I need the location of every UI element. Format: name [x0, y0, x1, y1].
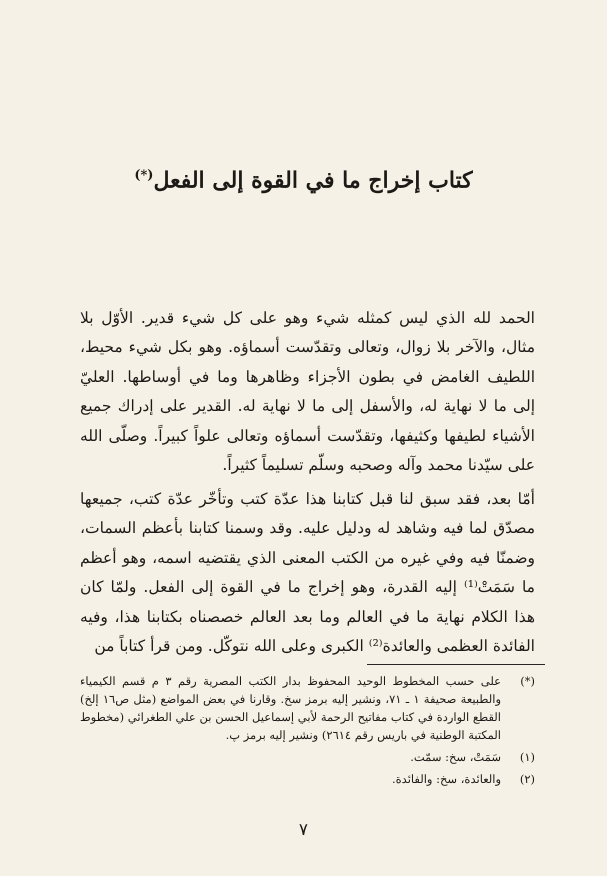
- footnote-text: والعائدة، سخ: والفائدة.: [391, 772, 501, 786]
- chapter-title-text: كتاب إخراج ما في القوة إلى الفعل: [153, 167, 473, 194]
- footnote-mark: (١): [519, 750, 535, 764]
- chapter-title: [60, 158, 547, 198]
- footnote-mark: (*): [520, 674, 535, 688]
- chapter-title-footnote-marker: (*): [134, 168, 154, 183]
- footnote-item: [80, 770, 535, 788]
- paragraph-opening: الحمد لله الذي ليس كمثله شيء وهو على كل شيء قدير. الأوّل بلا مثال، والآخر بلا زوال، وتعالى وتقدّست أسماؤه. وهو بكل شيء محيط، اللطيف الغامض في بطون الأجزاء وظاهرها وما في أوساطها. العليّ إلى ما لا نهاية له، والأسفل إلى ما لا نهاية له. القدير على إدراك جميع الأشياء لطيفها وكثيفها، وتقدّست أسماؤه وتعالى علواً كبيراً. وصلّى الله على سيّدنا محمد وآله وصحبه وسلّم تسليماً كثيراً.: [80, 308, 535, 474]
- footnote-item: [80, 748, 535, 766]
- footnotes: [80, 672, 535, 792]
- page-number: ٧: [298, 820, 309, 840]
- footnote-mark: (٢): [519, 772, 535, 786]
- paragraph-second: أمّا بعد، فقد سبق لنا قبل كتابنا هذا عدّة كتب وتأخّر عدّة كتب، جميعها مصدّق لما فيه وشاهد له ودليل عليه. وقد وسمنا كتابنا بأعظم السمات، وضمنّا فيه وفي غيره من الكتب المعنى الذي يقتضيه اسمه، وهو أعظم ما سَمَتْ⁽¹⁾ إليه القدرة، وهو إخراج ما في القوة إلى الفعل. ولمّا كان هذا الكلام نهاية ما في العالم وما بعد العالم خصصناه بكتابنا هذا، وفيه الفائدة العظمى والعائدة⁽²⁾ الكبرى وعلى الله نتوكّل. ومن قرأ كتاباً من: [80, 489, 535, 655]
- footnote-separator: [367, 664, 545, 665]
- footnote-item: [80, 672, 535, 744]
- footnote-text: سَمَتْ، سخ: سمّت.: [410, 750, 501, 764]
- footnote-text: على حسب المخطوط الوحيد المحفوظ بدار الكتب المصرية رقم ٣ م قسم الكيمياء والطبيعة صحيفة ١ ـ ٧١، ونشير إليه برمز سخ. وقارنا في بعض المواضع (مثل ص١٦ إلخ) القطع الواردة في كتاب مفاتيح الرحمة لأبي إسماعيل الحسن بن علي الطغرائي (مخطوط المكتبة الوطنية في باريس رقم ٢٦١٤) ونشير إليه برمز پ.: [80, 674, 501, 742]
